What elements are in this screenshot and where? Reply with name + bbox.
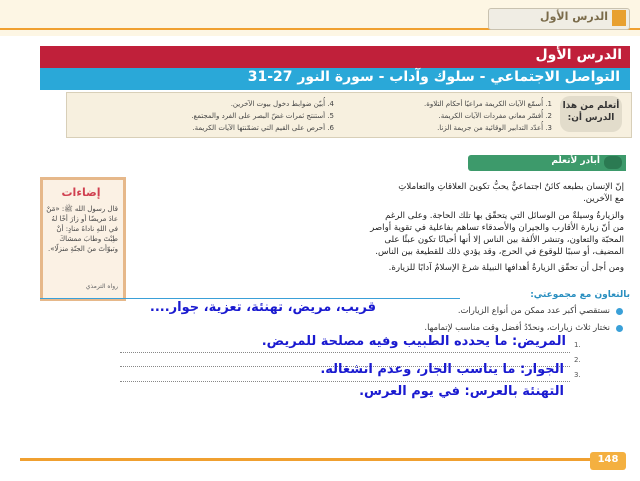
paragraph-line: ومن أجل أن تحقّق الزيارةُ أهدافها النبيلة شرعَ الإسلامُ آدابًا للزيارة.: [388, 263, 624, 273]
discussion-icon: [604, 156, 622, 169]
answer-visit-types: قريب، مريض، تهنئة، تعزية، جوار....: [149, 300, 376, 315]
discussion-label: أبادر لأتعلّم: [551, 156, 600, 166]
exercise-instruction: نستقصي أكبر عدد ممكن من أنواع الزيارات.: [457, 305, 610, 315]
paragraph-line: المحبّة والتعاون، وتنشر الألفة بين الناس إلا أنها أحيانًا تكون عبئًا على: [384, 235, 624, 245]
header-tab-marker: [612, 10, 626, 26]
footer-divider: [20, 458, 620, 461]
objectives-label: أتعلم من هذا الدرس أن:: [562, 101, 620, 123]
group-exercise-heading: بالتعاون مع مجموعتي:: [460, 290, 630, 300]
paragraph-line: من أنّ زيارة الأقارب والجيران والأصدقاء تساهم بفاعلية في تقوية أواصر: [370, 223, 624, 233]
objective-item: 1. أُسمّع الآيات الكريمة مراعيًا أحكام التلاوة.: [423, 100, 552, 108]
lesson-number-title: الدرس الأول: [535, 47, 622, 63]
answer-line-3: التهنئة بالعرس: في يوم العرس.: [359, 384, 564, 399]
bullet-icon: [616, 308, 623, 315]
answer-number: 1.: [574, 341, 581, 349]
paragraph-line: مع الآخرين.: [583, 194, 624, 204]
answer-line-2: الجوار: ما يناسب الجار، وعدم انشغاله.: [320, 362, 564, 377]
answer-line-1: المريض: ما يحدده الطبيب وفيه مصلحة للمريض.: [261, 334, 566, 349]
objective-item: 2. أُفسّر معاني مفردات الآيات الكريمة.: [438, 112, 552, 120]
objective-item: 4. أُبيّن ضوابط دخول بيوت الآخرين.: [230, 100, 334, 108]
lesson-main-title: التواصل الاجتماعي - سلوك وآداب - سورة النور 27-31: [247, 69, 620, 85]
objective-item: 5. أستنتج ثمرات غضّ البصر على الفرد والمجتمع.: [191, 112, 334, 120]
header-tab-title: الدرس الأول: [540, 10, 608, 23]
answer-line: [120, 381, 570, 382]
page-number: 148: [597, 454, 619, 465]
answer-number: 3.: [574, 371, 581, 379]
objective-item: 6. أحرص على القيم التي تضمّنتها الآيات الكريمة.: [192, 124, 334, 132]
objective-item: 3. أُعدّد التدابير الوقائية من جريمة الزنا.: [437, 124, 552, 132]
enrichment-title: إضاءات: [61, 186, 101, 199]
paragraph-line: إنّ الإنسان بطبعه كائنٌ اجتماعيٌّ يحبُّ تكوينَ العلاقاتِ والتعاملاتِ: [398, 182, 624, 192]
answer-number: 2.: [574, 356, 581, 364]
paragraph-line: المضيف، أو سببًا للوقوع في الحرج، وقد يؤدي ذلك للقطيعة بين الناس.: [375, 247, 624, 257]
enrichment-hadith: قال رسول الله ﷺ: «مَنْ عادَ مريضًا أو زارَ أخًا لهُ في اللهِ ناداهُ منادٍ: أنْ طِبْتَ وطابَ ممشاكَ وتبوّأتَ منَ الجنّةِ منزلًا».: [46, 205, 118, 253]
bullet-icon: [616, 325, 623, 332]
enrichment-source: رواه الترمذي: [85, 283, 118, 290]
paragraph-line: والزيارةُ وسيلةٌ من الوسائل التي يتحقّق بها تلك الحاجة. وعلى الرغم: [385, 211, 624, 221]
answer-line: [120, 352, 570, 353]
exercise-instruction: نختار ثلاث زيارات، ونحدّدُ أفضل وقت مناسب لإتمامها.: [424, 322, 610, 332]
